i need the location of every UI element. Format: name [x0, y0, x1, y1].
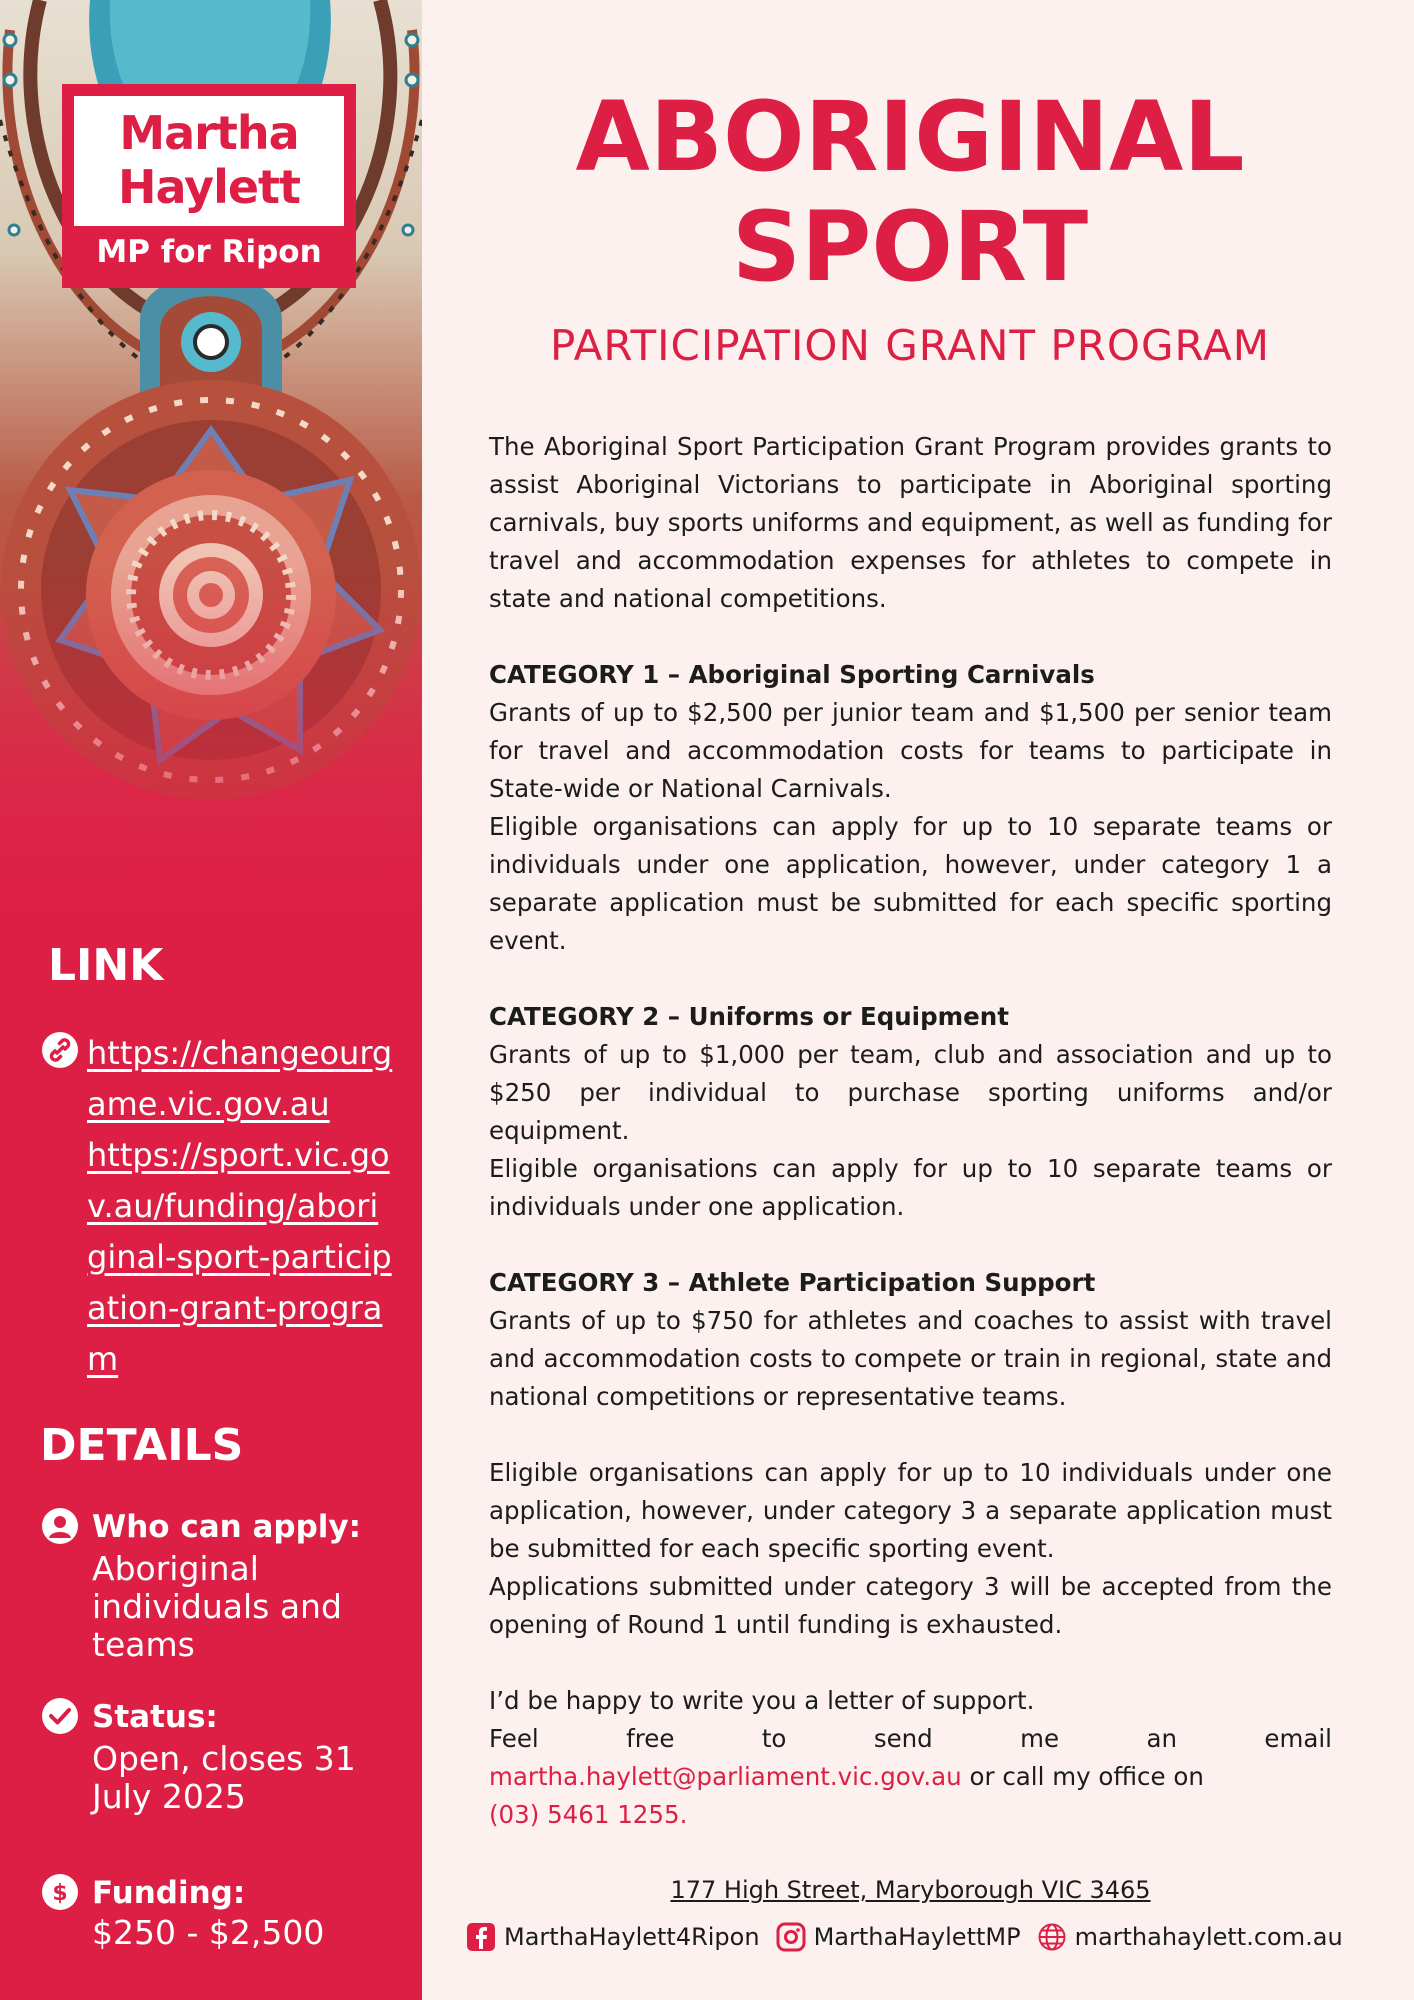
logo	[62, 84, 356, 288]
detail-value: Aboriginal individuals and teams	[92, 1549, 342, 1664]
check-icon	[42, 1698, 78, 1734]
link-list	[87, 1028, 393, 1385]
support-contact	[489, 1758, 1332, 1796]
intro-paragraph: The Aboriginal Sport Participation Grant Program provides grants to assist Aboriginal Victorians to participate in Aboriginal sporting carnivals, buy sports uniforms and equipment, as well as funding for travel and accommodation expenses for athletes to compete in state and national competitions.	[489, 432, 1332, 613]
instagram-icon	[776, 1922, 806, 1952]
link-sport-vic[interactable]: https://sport.vic.gov.au/funding/aboriginal-sport-participation-grant-program	[87, 1136, 392, 1378]
dollar-icon	[42, 1874, 78, 1910]
body-text	[489, 428, 1332, 1834]
instagram-link[interactable]	[776, 1922, 1021, 1952]
detail-label: Funding:	[92, 1875, 246, 1911]
logo-role: MP for Ripon	[96, 234, 322, 270]
category-3-note-2: Applications submitted under category 3 will be accepted from the opening of Round 1 until funding is exhausted.	[489, 1572, 1332, 1639]
logo-name: Martha Haylett	[117, 106, 301, 214]
link-changeourgame[interactable]: https://changeourgame.vic.gov.au	[87, 1034, 393, 1123]
person-icon	[42, 1508, 78, 1544]
detail-label: Status:	[92, 1699, 218, 1735]
facebook-handle: MarthaHaylett4Ripon	[504, 1923, 760, 1951]
category-3-text: Grants of up to $750 for athletes and coaches to assist with travel and accommodation costs to compete or train in regional, state and national competitions or representative teams.	[489, 1306, 1332, 1411]
social-links	[466, 1917, 1366, 1957]
sidebar	[0, 0, 422, 2000]
logo-name-panel	[74, 96, 344, 226]
facebook-icon	[466, 1922, 496, 1952]
svg-text:$: $	[52, 1881, 68, 1906]
facebook-link[interactable]	[466, 1922, 760, 1952]
category-3-heading: CATEGORY 3 – Athlete Participation Support	[489, 1268, 1096, 1297]
detail-value: $250 - $2,500	[92, 1913, 325, 1952]
phone-line	[489, 1796, 1332, 1834]
page-subtitle: PARTICIPATION GRANT PROGRAM	[550, 321, 1270, 370]
category-1-note: Eligible organisations can apply for up to 10 separate teams or individuals under one application, however, under category 1 a separate application must be submitted for each specific sporting event.	[489, 812, 1332, 955]
category-1-text: Grants of up to $2,500 per junior team and $1,500 per senior team for travel and accommodation costs for teams to participate in State-wide or National Carnivals.	[489, 698, 1332, 803]
category-1-heading: CATEGORY 1 – Aboriginal Sporting Carnivals	[489, 660, 1095, 689]
office-address: 177 High Street, Maryborough VIC 3465	[670, 1876, 1151, 1904]
category-2-heading: CATEGORY 2 – Uniforms or Equipment	[489, 1002, 1009, 1031]
page-title: ABORIGINAL SPORT	[575, 81, 1245, 303]
email-link[interactable]: martha.haylett@parliament.vic.gov.au	[489, 1762, 962, 1791]
category-2-note: Eligible organisations can apply for up to 10 separate teams or individuals under one application.	[489, 1154, 1332, 1221]
link-icon	[42, 1032, 78, 1068]
globe-icon	[1037, 1922, 1067, 1952]
website-link[interactable]	[1037, 1922, 1343, 1952]
support-line-3: or call my office on	[961, 1762, 1204, 1791]
category-3-note: Eligible organisations can apply for up to 10 individuals under one application, however, under category 3 a separate application must be submitted for each specific sporting event.	[489, 1458, 1332, 1563]
support-line-2: Feel free to send me an email	[489, 1724, 1332, 1753]
support-line-1: I’d be happy to write you a letter of support.	[489, 1686, 1035, 1715]
category-2-text: Grants of up to $1,000 per team, club and association and up to $250 per individual to purchase sporting uniforms and/or equipment.	[489, 1040, 1332, 1145]
phone-link[interactable]: (03) 5461 1255.	[489, 1800, 688, 1829]
link-heading: LINK	[48, 940, 164, 991]
website-url: marthahaylett.com.au	[1074, 1923, 1343, 1951]
details-heading: DETAILS	[40, 1420, 244, 1471]
detail-value: Open, closes 31 July 2025	[92, 1739, 356, 1816]
detail-label: Who can apply:	[92, 1509, 362, 1545]
instagram-handle: MarthaHaylettMP	[813, 1923, 1021, 1951]
